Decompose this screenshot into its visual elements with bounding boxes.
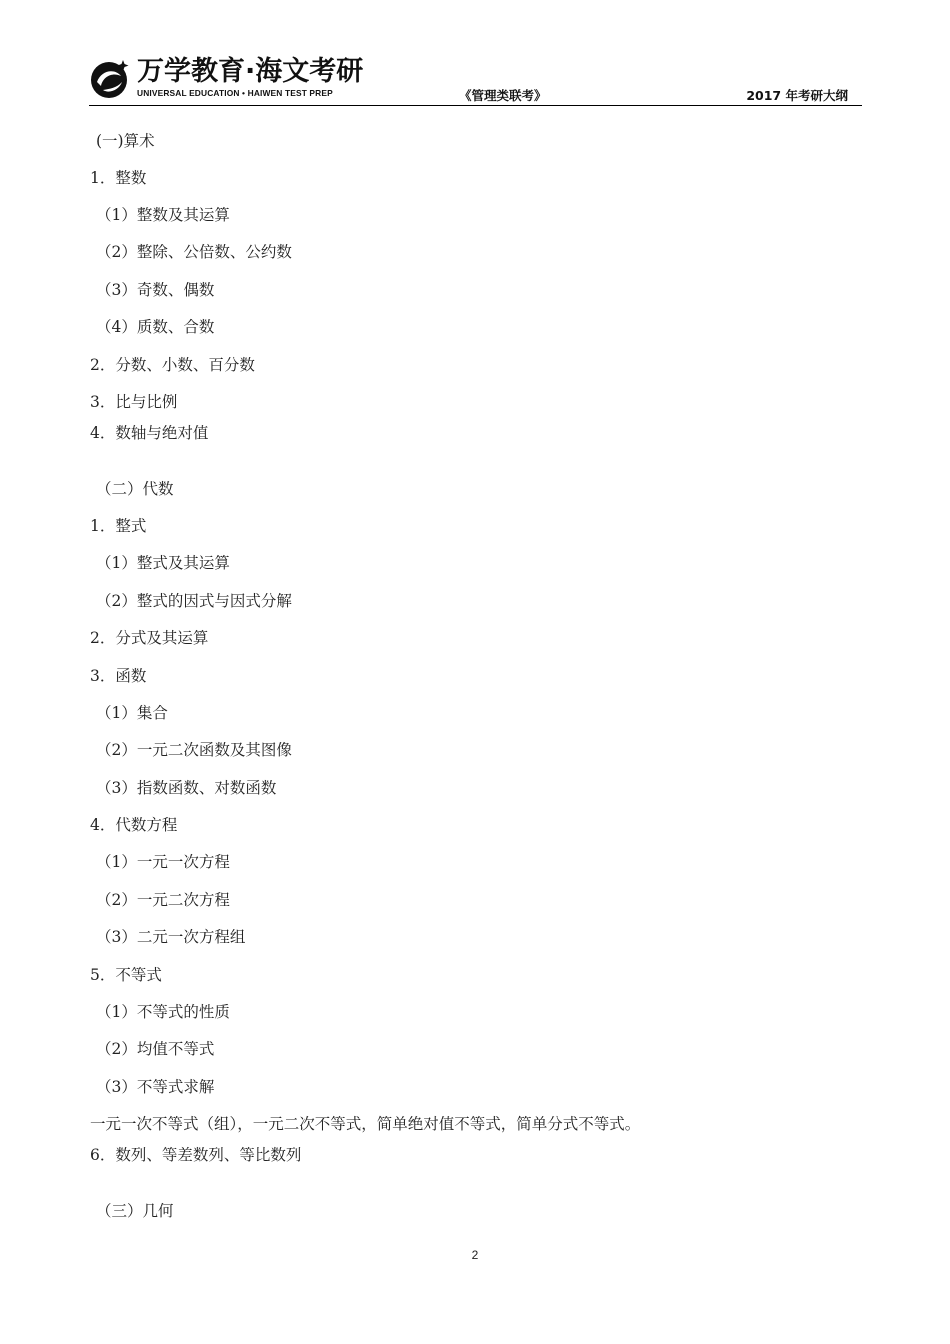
brand-name-cn: 万学教育·海文考研 xyxy=(137,56,364,87)
page-number: 2 xyxy=(471,1248,479,1262)
page-header xyxy=(89,55,862,107)
header-year-title: 2017 年考研大纲 xyxy=(746,88,848,103)
brand-logo xyxy=(89,55,389,105)
list-item: （1）整数及其运算 xyxy=(96,206,230,224)
list-item: 4．数轴与绝对值 xyxy=(90,424,209,442)
list-item: 5．不等式 xyxy=(90,966,162,984)
section-heading: （三）几何 xyxy=(96,1202,174,1220)
list-item: （1）集合 xyxy=(96,704,168,722)
list-item: 1．整式 xyxy=(90,517,147,535)
paragraph: 一元一次不等式（组），一元二次不等式，简单绝对值不等式，简单分式不等式。 xyxy=(90,1115,641,1133)
wanxue-logo-icon xyxy=(89,58,131,100)
list-item: 3．比与比例 xyxy=(90,393,178,411)
list-item: （3）指数函数、对数函数 xyxy=(96,779,277,797)
list-item: （2）均值不等式 xyxy=(96,1040,215,1058)
list-item: （3）二元一次方程组 xyxy=(96,928,246,946)
list-item: （4）质数、合数 xyxy=(96,318,215,336)
list-item: 4．代数方程 xyxy=(90,816,178,834)
header-subject: 《管理类联考》 xyxy=(459,88,547,103)
header-divider xyxy=(89,105,862,106)
list-item: （2）一元二次方程 xyxy=(96,891,230,909)
brand-name-en: UNIVERSAL EDUCATION • HAIWEN TEST PREP xyxy=(137,88,333,98)
list-item: 2．分数、小数、百分数 xyxy=(90,356,255,374)
list-item: （2）整式的因式与因式分解 xyxy=(96,592,292,610)
list-item: （3）奇数、偶数 xyxy=(96,281,215,299)
list-item: 2．分式及其运算 xyxy=(90,629,209,647)
list-item: 3．函数 xyxy=(90,667,147,685)
list-item: 1．整数 xyxy=(90,169,147,187)
list-item: （1）整式及其运算 xyxy=(96,554,230,572)
list-item: （3）不等式求解 xyxy=(96,1078,215,1096)
list-item: （2）一元二次函数及其图像 xyxy=(96,741,292,759)
list-item: （1）不等式的性质 xyxy=(96,1003,230,1021)
section-heading: （二）代数 xyxy=(96,480,174,498)
section-heading: (一)算术 xyxy=(96,132,155,150)
list-item: （1）一元一次方程 xyxy=(96,853,230,871)
list-item: （2）整除、公倍数、公约数 xyxy=(96,243,292,261)
list-item: 6．数列、等差数列、等比数列 xyxy=(90,1146,302,1164)
